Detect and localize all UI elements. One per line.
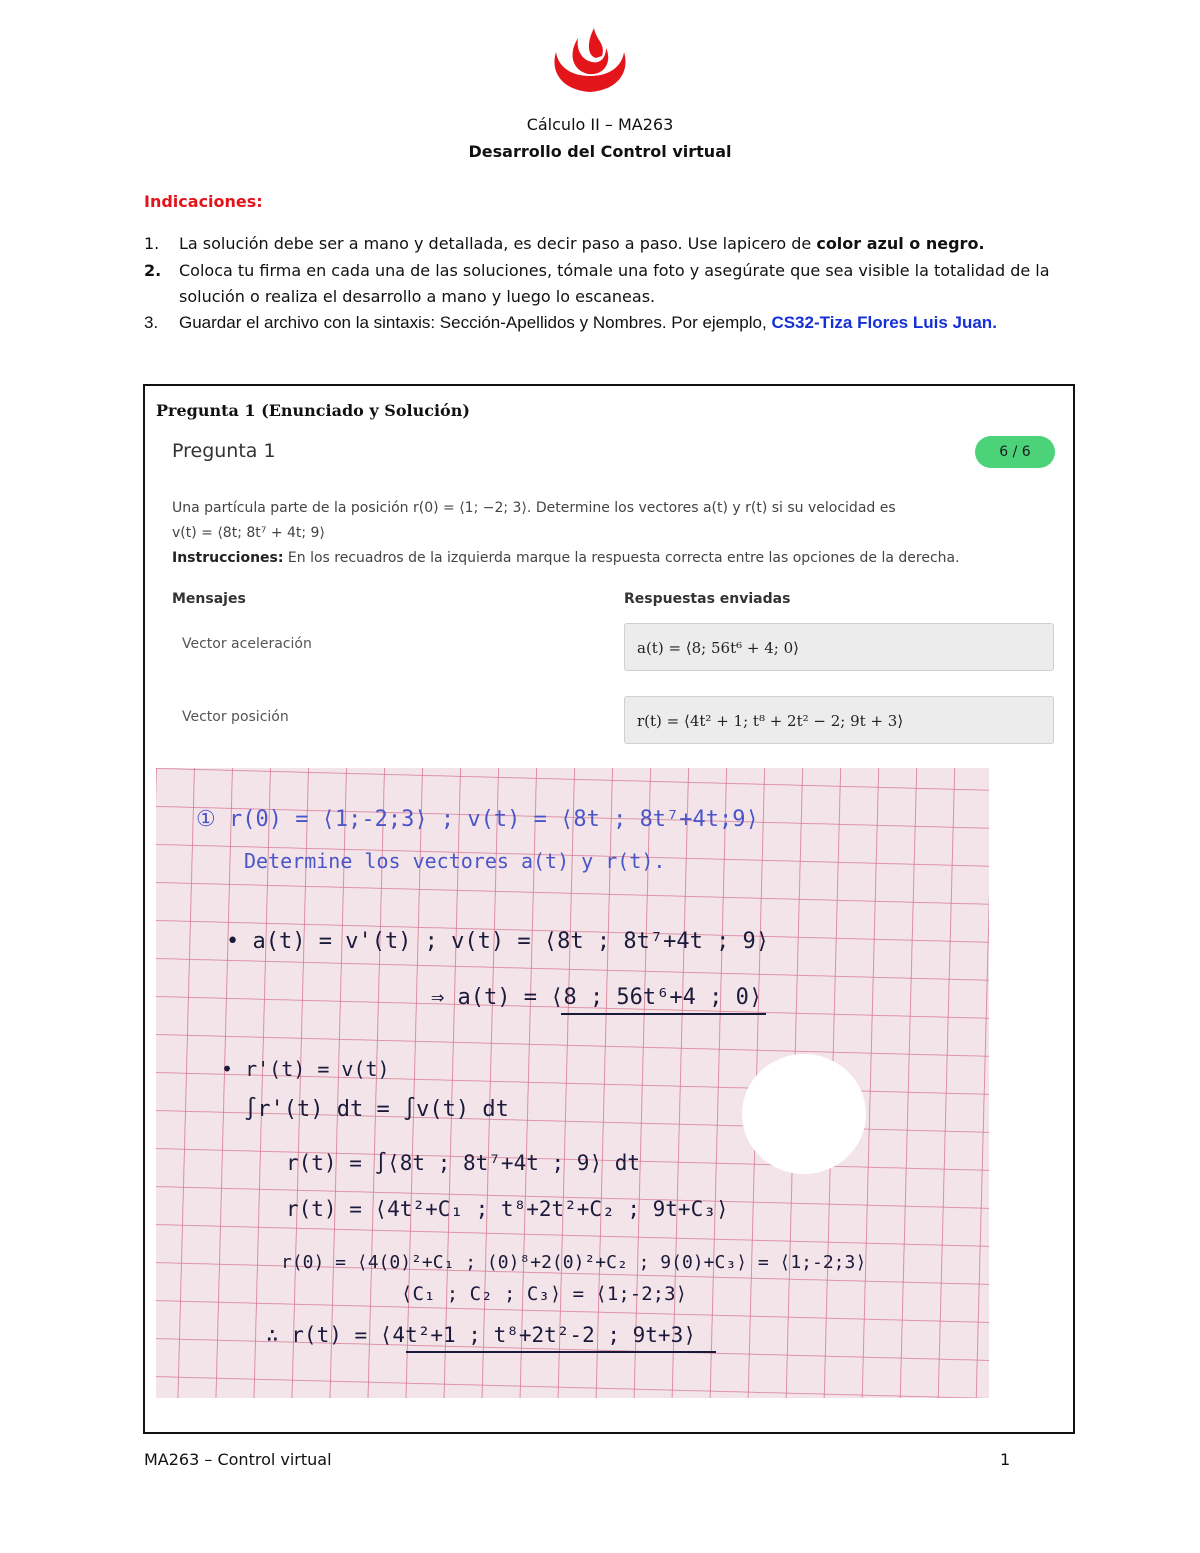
- pregunta-heading: Pregunta 1 (Enunciado y Solución): [156, 401, 470, 420]
- column-mensajes: Mensajes: [172, 591, 246, 607]
- handwritten-solution-photo: [156, 768, 989, 1398]
- answer-posicion: r(t) = ⟨4t² + 1; t⁸ + 2t² − 2; 9t + 3⟩: [624, 696, 1054, 744]
- footer-course: MA263 – Control virtual: [144, 1450, 332, 1469]
- list-item: 1. La solución debe ser a mano y detallada, es decir paso a paso. Use lapicero de color azul o negro.: [144, 234, 985, 253]
- moodle-question-title: Pregunta 1: [172, 440, 276, 462]
- score-badge: 6 / 6: [975, 436, 1055, 468]
- hw-line: r(t) = ∫⟨8t ; 8t⁷+4t ; 9⟩ dt: [286, 1151, 641, 1175]
- list-item: 3. Guardar el archivo con la sintaxis: Sección-Apellidos y Nombres. Por ejemplo, CS32-Tiza Flores Luis Juan.: [144, 313, 997, 332]
- redaction-blob: [742, 1054, 866, 1174]
- row-label-aceleracion: Vector aceleración: [182, 636, 312, 652]
- hw-line: ⟨C₁ ; C₂ ; C₃⟩ = ⟨1;-2;3⟩: [401, 1283, 687, 1305]
- indicaciones-list: [144, 231, 1094, 335]
- hw-line: ⇒ a(t) = ⟨8 ; 56t⁶+4 ; 0⟩: [431, 985, 763, 1010]
- course-title: Cálculo II – MA263: [526, 115, 674, 134]
- hw-line: ∴ r(t) = ⟨4t²+1 ; t⁸+2t²-2 ; 9t+3⟩: [266, 1323, 696, 1347]
- question-statement: Una partícula parte de la posición r(0) = ⟨1; −2; 3⟩. Determine los vectores a(t) y r(t) si su velocidad es v(t) = ⟨8t; 8t⁷ + 4t; 9⟩ Instrucciones: En los recuadros de la izquierda marque la respuesta correcta entre las opciones de la derecha.: [172, 500, 960, 566]
- column-respuestas: Respuestas enviadas: [624, 591, 791, 607]
- list-item: 2. Coloca tu firma en cada una de las soluciones, tómale una foto y asegúrate que sea visible la totalidad de la solución o realiza el desarrollo a mano y luego lo escaneas.: [144, 261, 1050, 306]
- hw-line: Determine los vectores a(t) y r(t).: [244, 849, 666, 873]
- row-label-posicion: Vector posición: [182, 709, 289, 725]
- hw-line: r(0) = ⟨4(0)²+C₁ ; (0)⁸+2(0)²+C₂ ; 9(0)+C₃⟩ = ⟨1;-2;3⟩: [281, 1252, 867, 1273]
- hw-line: ① r(0) = ⟨1;-2;3⟩ ; v(t) = ⟨8t ; 8t⁷+4t;9⟩: [196, 807, 759, 832]
- upc-logo: [548, 24, 632, 94]
- document-subtitle: Desarrollo del Control virtual: [468, 142, 732, 161]
- hw-line: • r'(t) = v(t): [221, 1057, 390, 1081]
- answer-aceleracion: a(t) = ⟨8; 56t⁶ + 4; 0⟩: [624, 623, 1054, 671]
- hw-line: • a(t) = v'(t) ; v(t) = ⟨8t ; 8t⁷+4t ; 9⟩: [226, 929, 770, 954]
- indicaciones-title: Indicaciones:: [144, 192, 263, 211]
- hw-line: r(t) = ⟨4t²+C₁ ; t⁸+2t²+C₂ ; 9t+C₃⟩: [286, 1197, 729, 1221]
- hw-line: ∫r'(t) dt = ∫v(t) dt: [244, 1097, 509, 1122]
- pregunta-box: [143, 384, 1075, 1434]
- page-number: 1: [1000, 1450, 1011, 1469]
- moodle-screenshot: [145, 426, 1073, 756]
